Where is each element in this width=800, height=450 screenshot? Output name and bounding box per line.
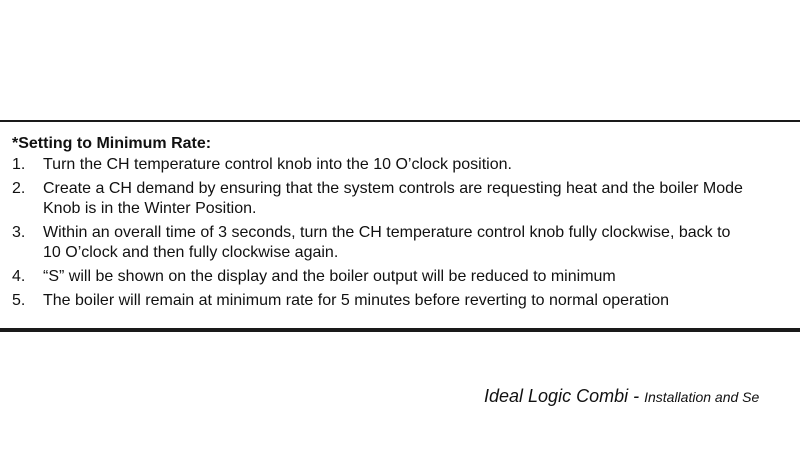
step-text-continued: Knob is in the Winter Position.: [43, 200, 257, 217]
list-item: [12, 155, 792, 175]
footer-separator: -: [628, 386, 645, 406]
step-text: The boiler will remain at minimum rate for 5 minutes before reverting to normal operation: [43, 292, 670, 309]
list-item: [12, 267, 792, 287]
step-text: Turn the CH temperature control knob into the 10 O’clock position.: [43, 156, 512, 173]
list-item: [12, 291, 792, 311]
step-text: “S” will be shown on the display and the boiler output will be reduced to minimum: [43, 268, 616, 285]
footer-subtitle: Installation and Se: [644, 389, 760, 405]
step-number: 3.: [12, 224, 26, 241]
list-item: [12, 223, 792, 263]
list-item: [12, 179, 792, 219]
instruction-box: [0, 120, 800, 332]
step-number: 5.: [12, 292, 26, 309]
section-heading: *Setting to Minimum Rate:: [12, 135, 212, 152]
step-text: Within an overall time of 3 seconds, turn the CH temperature control knob fully clockwise, back to: [43, 224, 731, 241]
step-number: 4.: [12, 268, 26, 285]
step-text-continued: 10 O’clock and then fully clockwise again.: [43, 244, 339, 261]
step-text: Create a CH demand by ensuring that the system controls are requesting heat and the boiler Mode: [43, 180, 743, 197]
footer-title: Ideal Logic Combi: [484, 386, 629, 406]
step-number: 2.: [12, 180, 26, 197]
page-footer: [484, 384, 759, 410]
step-number: 1.: [12, 156, 26, 173]
steps-list: [12, 155, 792, 315]
